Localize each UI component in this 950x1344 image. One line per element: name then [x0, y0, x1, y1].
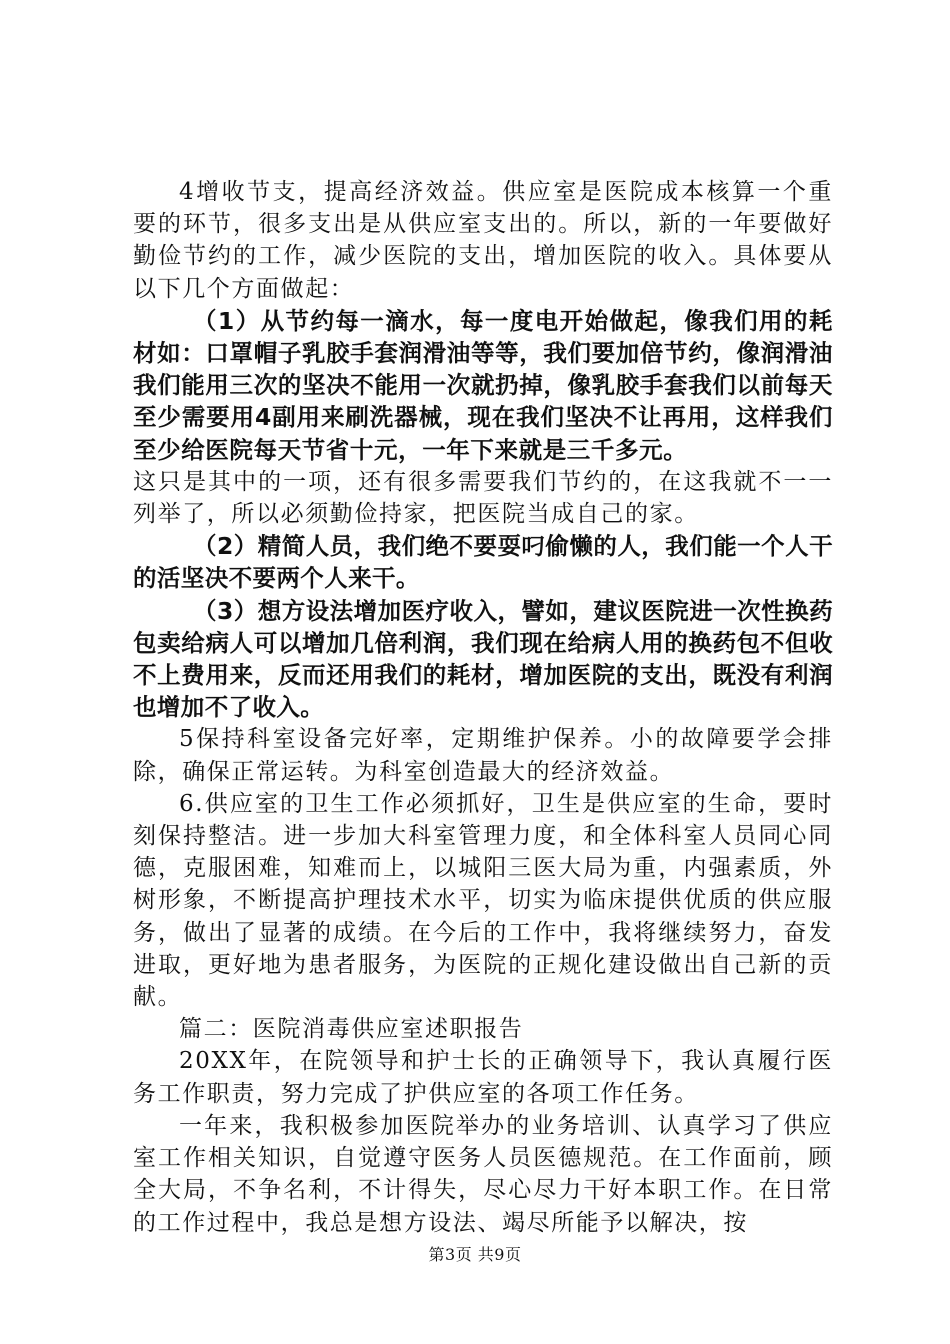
- paragraph-training-and-conduct: 一年来，我积极参加医院举办的业务培训、认真学习了供应室工作相关知识，自觉遵守医务人员医德规范。在工作面前，顾全大局，不争名利，不计得失，尽心尽力干好本职工作。在日常的工作过程中，我总是想方设法、竭尽所能予以解决，按: [133, 1112, 833, 1236]
- document-body: [133, 176, 833, 1239]
- paragraph-item-3-revenue: （3）想方设法增加医疗收入，譬如，建议医院进一次性换药包卖给病人可以增加几倍利润，我们现在给病人用的换药包不但收不上费用来，反而还用我们的耗材，增加医院的支出，既没有利润也增加不了收入。: [133, 596, 833, 722]
- paragraph-cost-saving-intro: 4增收节支，提高经济效益。供应室是医院成本核算一个重要的环节，很多支出是从供应室支出的。所以，新的一年要做好勤俭节约的工作，减少医院的支出，增加医院的收入。具体要从以下几个方面做起：: [133, 179, 833, 302]
- paragraph-annual-duties: 20XX年，在院领导和护士长的正确领导下，我认真履行医务工作职责，努力完成了护供应室的各项工作任务。: [133, 1048, 833, 1107]
- paragraph-hygiene-work: 6.供应室的卫生工作必须抓好，卫生是供应室的生命，要时刻保持整洁。进一步加大科室管理力度，和全体科室人员同心同德，克服困难，知难而上，以城阳三医大局为重，内强素质，外树形象，不断提高护理技术水平，切实为临床提供优质的供应服务，做出了显著的成绩。在今后的工作中，我将继续努力，奋发进取，更好地为患者服务，为医院的正规化建设做出自己新的贡献。: [133, 790, 833, 1011]
- section-heading-part-two: 篇二：医院消毒供应室述职报告: [179, 1016, 524, 1043]
- paragraph-item-2-staffing: （2）精简人员，我们绝不要耍叼偷懒的人，我们能一个人干的活坚决不要两个人来干。: [133, 532, 833, 593]
- paragraph-equipment-maintenance: 5保持科室设备完好率，定期维护保养。小的故障要学会排除，确保正常运转。为科室创造最大的经济效益。: [133, 726, 833, 785]
- page-number-footer: 第3页 共9页: [428, 1245, 522, 1264]
- paragraph-item-1-continued: 这只是其中的一项，还有很多需要我们节约的，在这我就不一一列举了，所以必须勤俭持家，把医院当成自己的家。: [133, 468, 833, 528]
- paragraph-item-1-saving-materials: （1）从节约每一滴水，每一度电开始做起，像我们用的耗材如：口罩帽子乳胶手套润滑油等等，我们要加倍节约，像润滑油我们能用三次的坚决不能用一次就扔掉，像乳胶手套我们以前每天至少需要用4副用来刷洗器械，现在我们坚决不让再用，这样我们至少给医院每天节省十元，一年下来就是三千多元。: [133, 306, 833, 464]
